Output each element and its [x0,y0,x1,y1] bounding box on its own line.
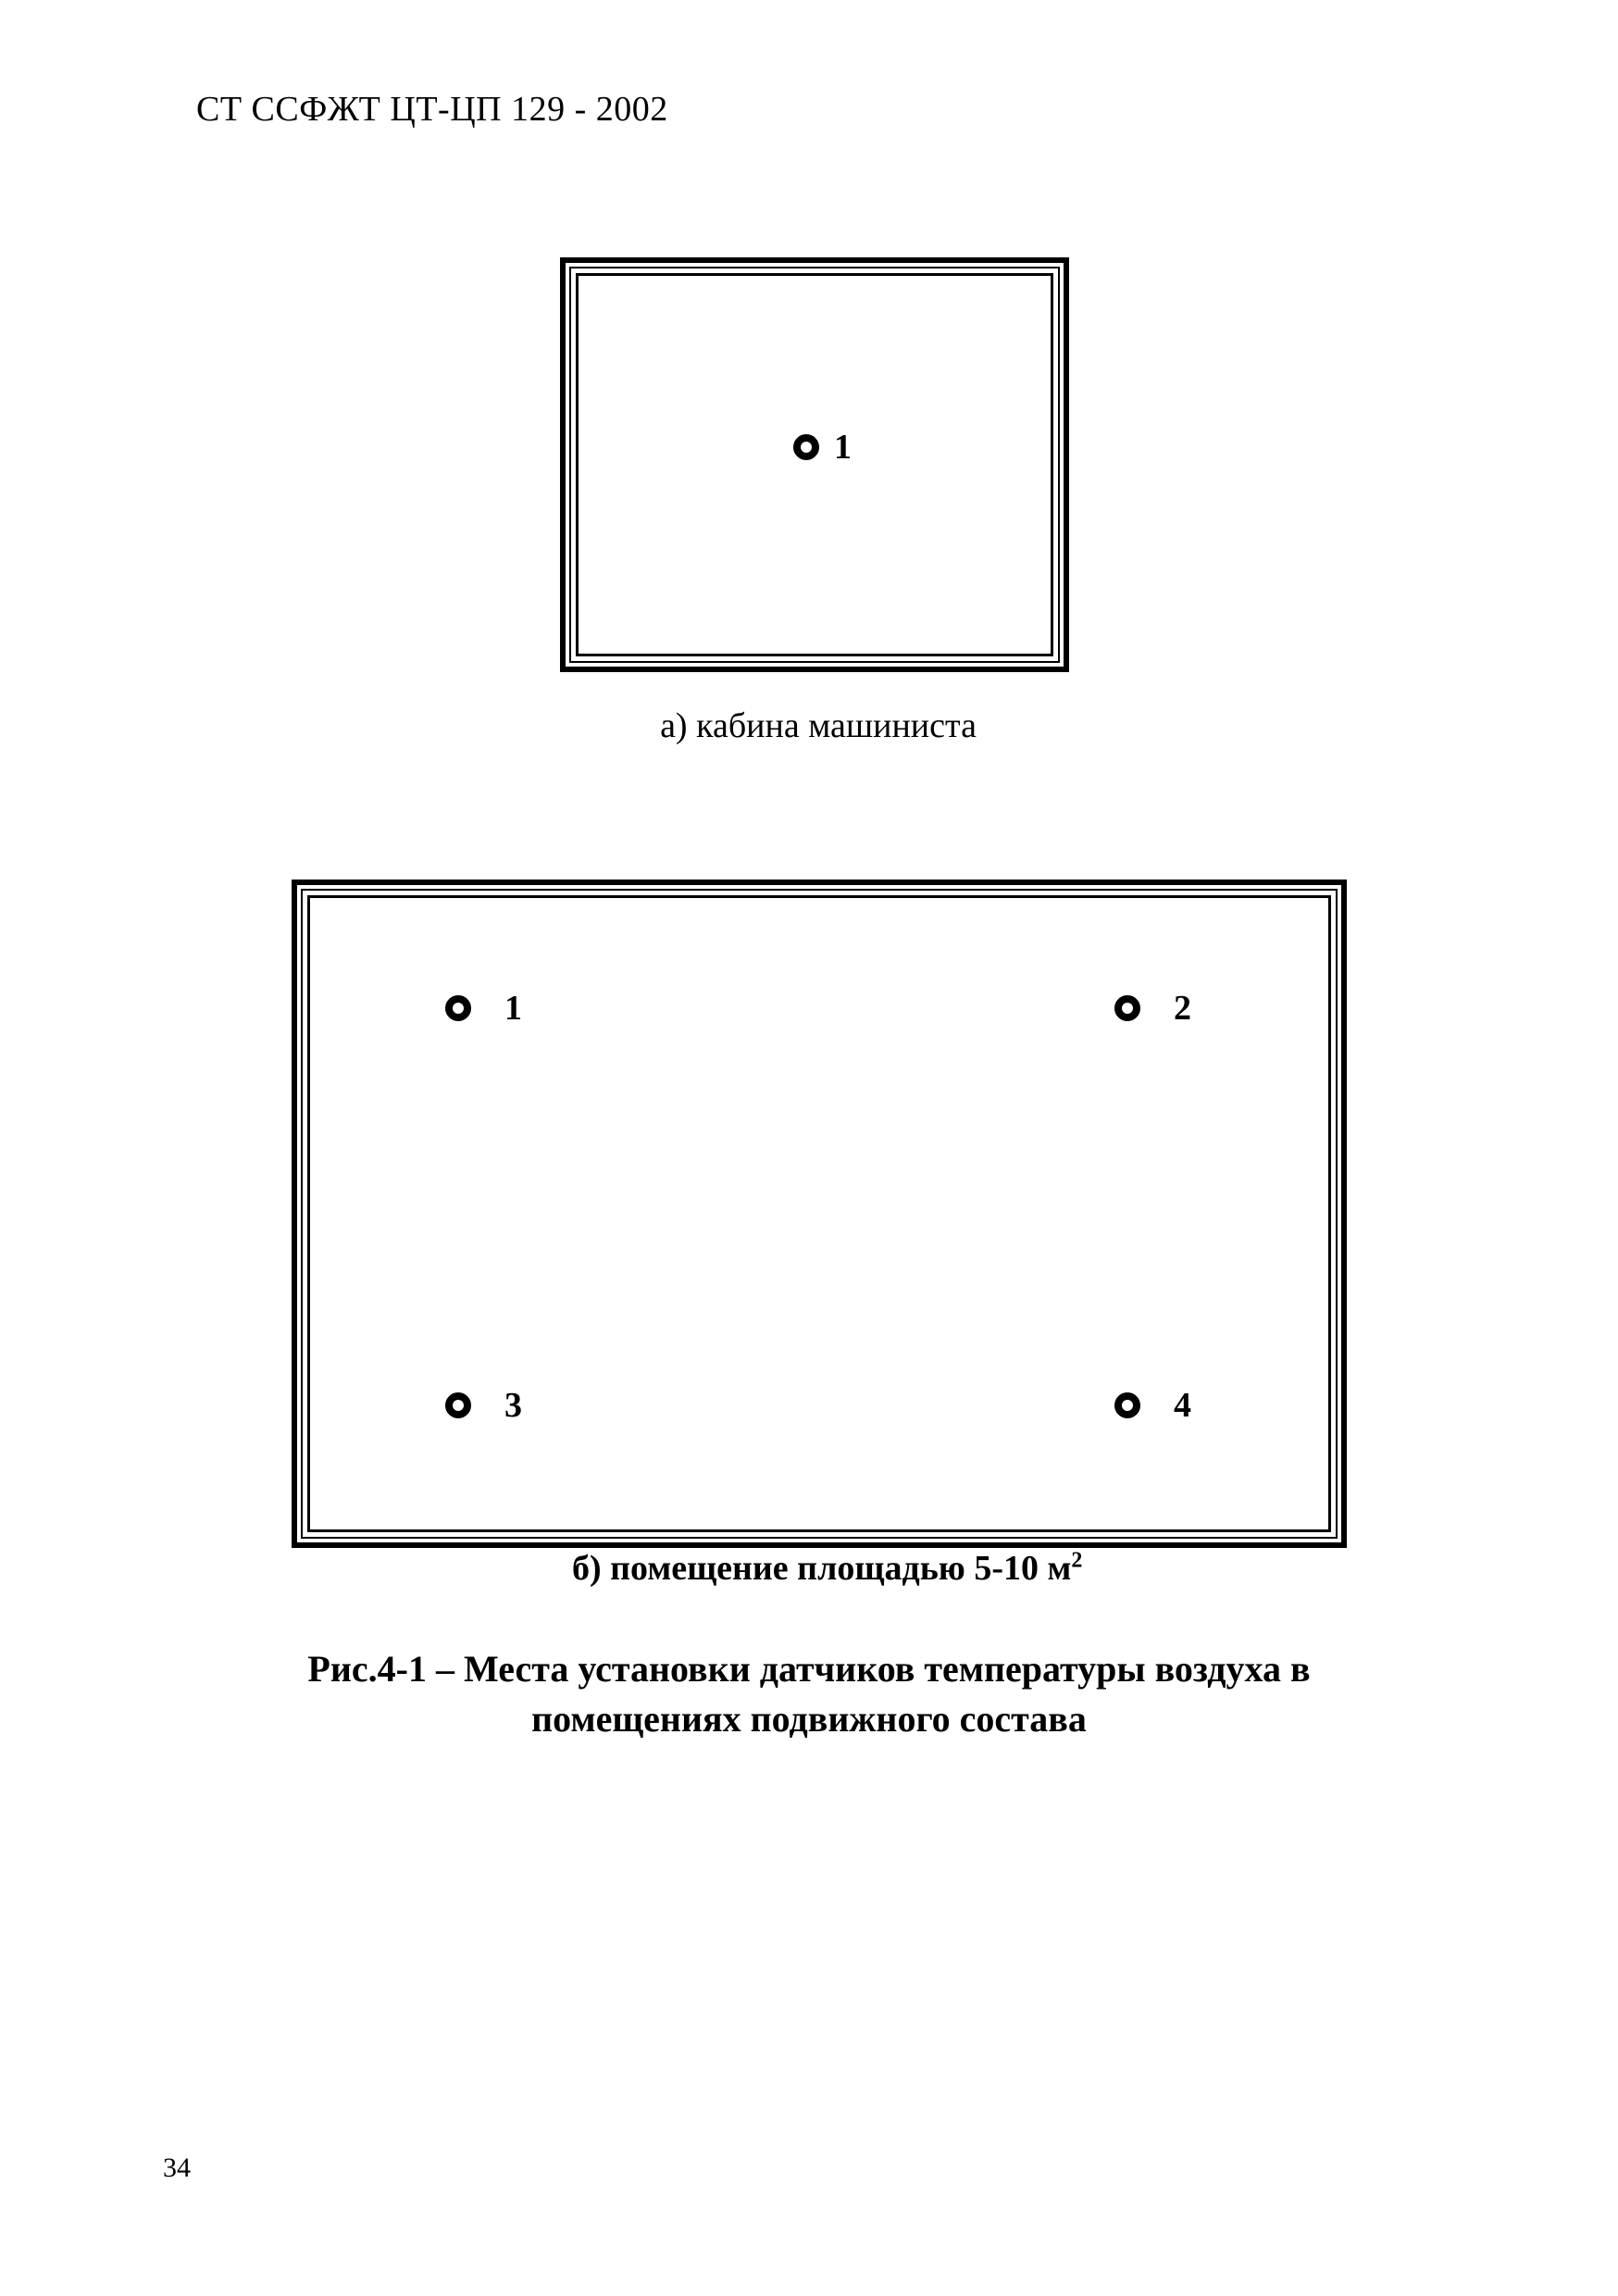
room-diagram [292,880,1347,1548]
sensor-point-b3 [445,1388,522,1423]
figure-caption [81,1644,1537,1744]
diagram-b-caption [572,1548,1082,1589]
sensor-point-a1 [793,430,852,465]
diagram-a-caption-text: а) кабина машиниста [660,706,977,745]
sensor-point-b4 [1114,1388,1191,1423]
sensor-marker-icon [445,995,471,1021]
diagram-b-caption-text: б) помещение площадью 5-10 м [572,1549,1072,1588]
sensor-marker-icon [1114,995,1140,1021]
driver-cab-diagram [560,257,1069,672]
figure-caption-line-1: Рис.4-1 – Места установки датчиков температуры воздуха в [307,1648,1311,1690]
page-number: 34 [163,2152,191,2183]
sensor-marker-icon [445,1392,471,1418]
sensor-marker-icon [793,434,819,460]
diagram-a-caption [111,705,1525,746]
sensor-label: 1 [834,428,852,467]
figure-caption-line-2: помещениях подвижного состава [531,1698,1087,1740]
sensor-label: 4 [1174,1386,1191,1425]
sensor-point-b1 [445,991,522,1026]
document-header: СТ ССФЖТ ЦТ-ЦП 129 - 2002 [196,90,668,129]
sensor-label: 2 [1174,989,1191,1028]
area-unit-superscript: 2 [1071,1548,1083,1573]
sensor-point-b2 [1114,991,1191,1026]
sensor-marker-icon [1114,1392,1140,1418]
sensor-label: 3 [504,1386,522,1425]
sensor-label: 1 [504,989,522,1028]
